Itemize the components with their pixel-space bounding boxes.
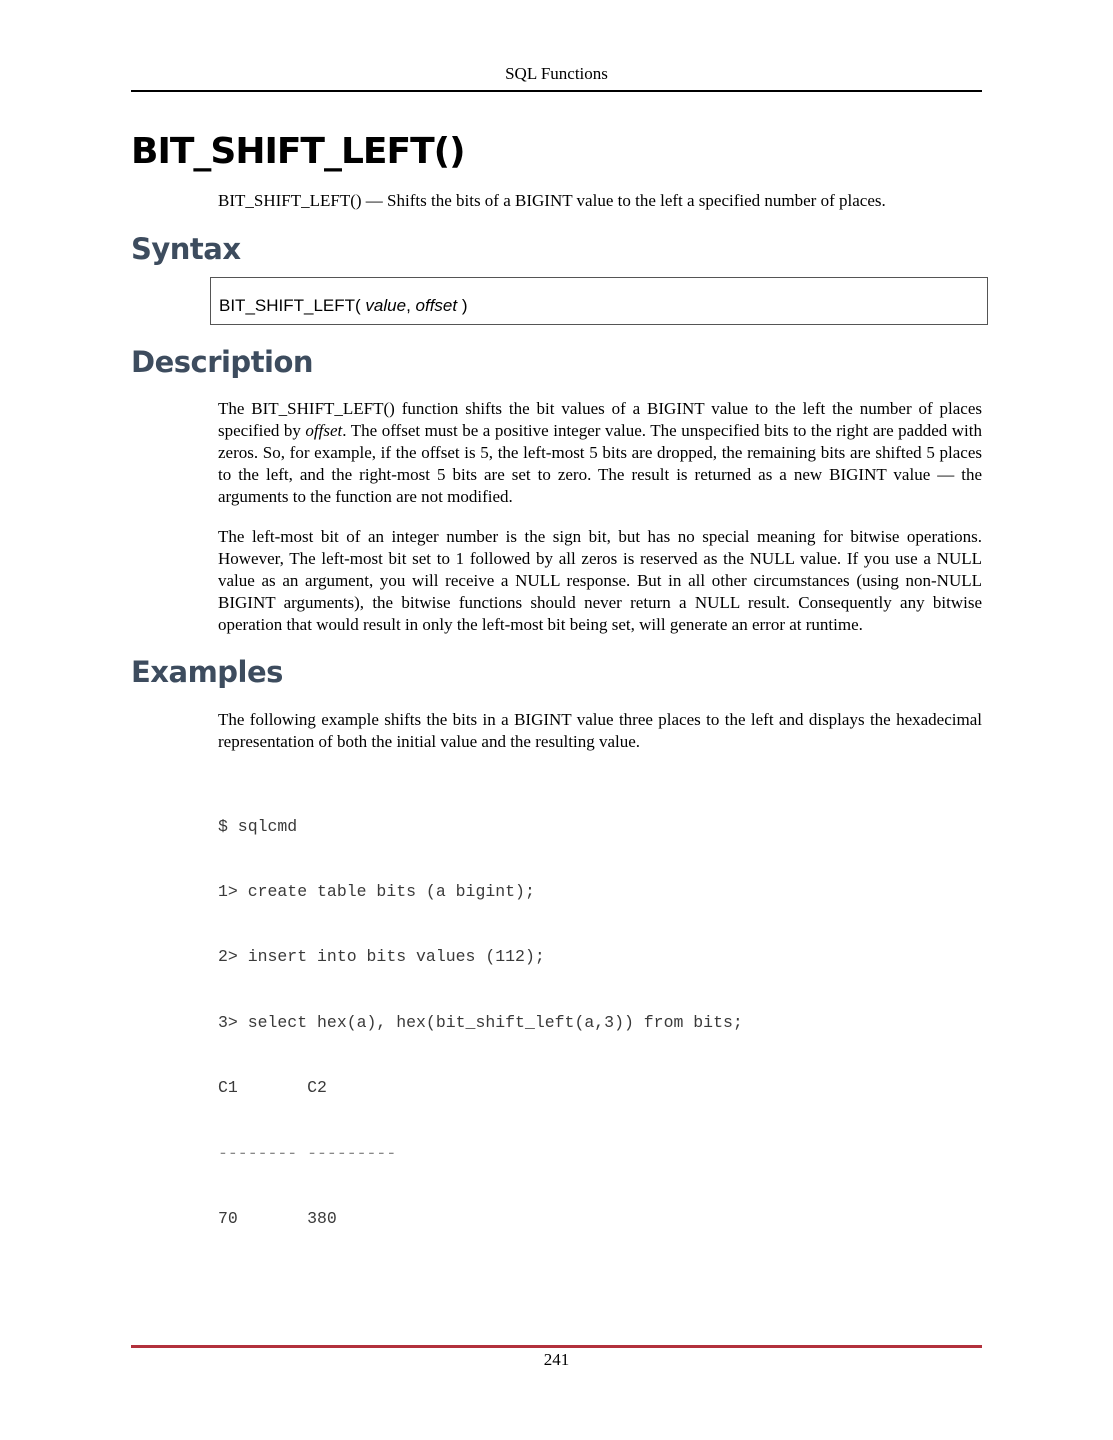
- syntax-param-value: value: [365, 296, 407, 315]
- description-paragraph-2: The left-most bit of an integer number is the sign bit, but has no special meaning for bitwise operations. However, The left-most bit set to 1 followed by all zeros is reserved as the NULL value. If you use a NULL value as an argument, you will receive a NULL response. But in all other circumstances (using non-NULL BIGINT arguments), the bitwise functions should never return a NULL result. Consequently any bitwise operation that would result in only the left-most bit being set, will generate an error at runtime.: [218, 527, 982, 634]
- description-p1-text-b: . The offset must be a positive integer value. The unspecified bits to the right are padded with zeros. So, for example, if the offset is 5, the left-most 5 bits are dropped, the remaining bits are shifted 5 places to the left, and the right-most 5 bits are set to zero. The result is returned as a new BIGINT value — the arguments to the function are not modified.: [218, 421, 982, 506]
- syntax-param-offset: offset: [415, 296, 458, 315]
- examples-intro: The following example shifts the bits in a BIGINT value three places to the left and displays the hexadecimal representation of both the initial value and the resulting value.: [218, 710, 982, 751]
- syntax-heading: Syntax: [131, 232, 241, 266]
- description-p1-text-a: The BIT_SHIFT_LEFT() function shifts the bit values of a BIGINT value to the left the number of places specified by: [218, 399, 982, 440]
- code-line: 70 380: [218, 1208, 337, 1228]
- syntax-close-paren: ): [461, 296, 468, 315]
- page-title: BIT_SHIFT_LEFT(): [131, 131, 465, 172]
- code-line: 2> insert into bits values (112);: [218, 947, 545, 967]
- running-header: SQL Functions: [505, 64, 608, 83]
- footer-divider: [131, 1345, 982, 1348]
- syntax-box: [210, 277, 988, 325]
- header-divider: [131, 90, 982, 92]
- code-line: 3> select hex(a), hex(bit_shift_left(a,3)) from bits;: [218, 1012, 743, 1032]
- code-line: C1 C2: [218, 1078, 327, 1098]
- syntax-separator: ,: [406, 296, 411, 315]
- code-line: -------- ---------: [218, 1143, 397, 1163]
- syntax-function-name: BIT_SHIFT_LEFT(: [219, 296, 361, 315]
- code-line: $ sqlcmd: [218, 816, 298, 836]
- description-heading: Description: [131, 345, 314, 379]
- code-line: 1> create table bits (a bigint);: [218, 881, 535, 901]
- description-p1-emphasis: offset: [305, 421, 343, 440]
- description-paragraph-1: [218, 398, 982, 508]
- examples-heading: Examples: [131, 655, 283, 689]
- code-example: [218, 772, 743, 1273]
- page-number: 241: [543, 1350, 570, 1369]
- refpurpose: BIT_SHIFT_LEFT() — Shifts the bits of a BIGINT value to the left a specified number of places.: [218, 191, 886, 210]
